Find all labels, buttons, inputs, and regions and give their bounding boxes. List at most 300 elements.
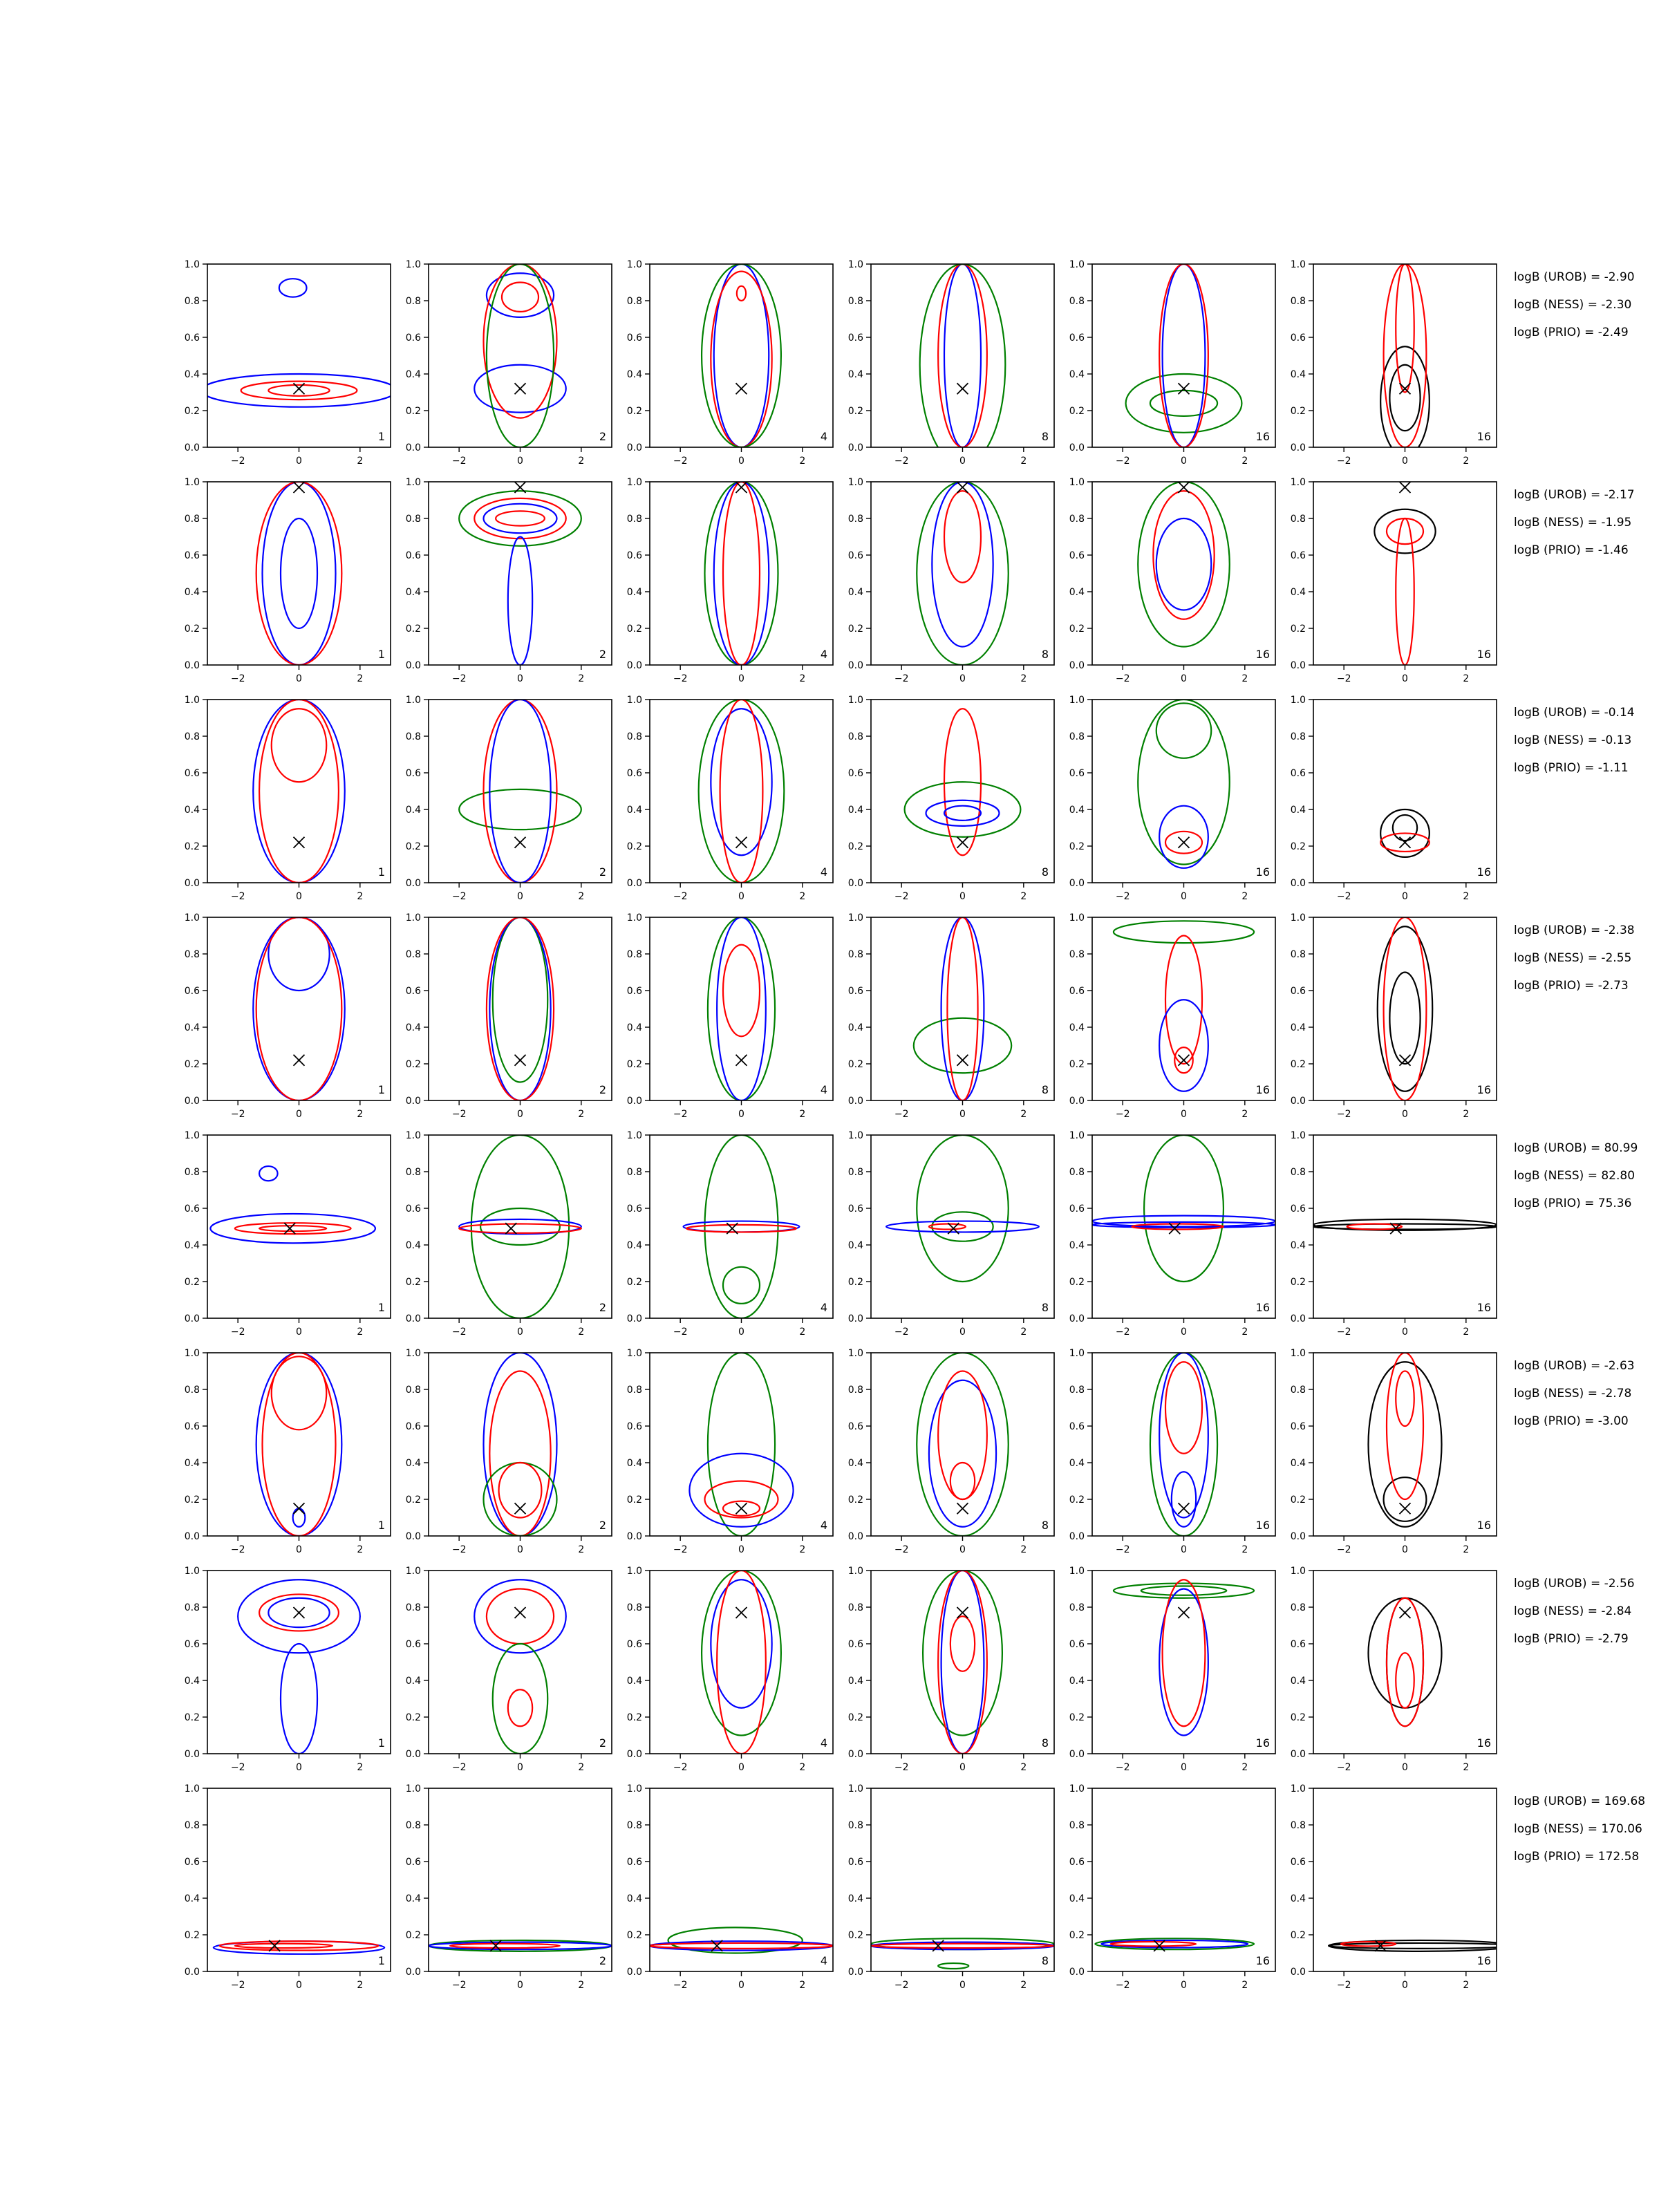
column-label: 16 (1477, 1519, 1491, 1532)
y-tick-label: 0.4 (405, 1022, 421, 1033)
y-tick-label: 0.0 (626, 878, 642, 889)
x-tick-label: 2 (1463, 673, 1470, 684)
y-tick-label: 1.0 (1290, 1130, 1306, 1141)
logb-annotation: logB (PRIO) = -1.11 (1514, 761, 1629, 775)
y-tick-label: 0.6 (847, 550, 863, 561)
column-label: 1 (377, 1736, 385, 1750)
y-tick-label: 0.4 (1069, 587, 1085, 598)
y-tick-label: 0.8 (847, 1167, 863, 1178)
y-tick-label: 0.4 (405, 1893, 421, 1904)
x-tick-label: 2 (1020, 1544, 1027, 1555)
y-tick-label: 0.8 (1290, 1602, 1306, 1613)
logb-annotation: logB (UROB) = -2.63 (1514, 1359, 1635, 1373)
y-tick-label: 0.8 (1069, 1820, 1085, 1831)
column-label: 1 (377, 1083, 385, 1096)
y-tick-label: 1.0 (405, 477, 421, 488)
y-tick-label: 0.6 (184, 986, 200, 997)
y-tick-label: 1.0 (1069, 1566, 1085, 1577)
x-tick-label: 0 (959, 1980, 966, 1991)
y-tick-label: 0.8 (1290, 949, 1306, 960)
x-tick-label: 0 (296, 1327, 302, 1338)
y-tick-label: 0.0 (1290, 1096, 1306, 1107)
y-tick-label: 0.0 (1069, 1313, 1085, 1324)
x-tick-label: −2 (1336, 1980, 1351, 1991)
x-tick-label: 0 (959, 1327, 966, 1338)
y-tick-label: 0.2 (847, 1059, 863, 1070)
y-tick-label: 0.2 (184, 1059, 200, 1070)
column-label: 16 (1255, 865, 1270, 879)
y-tick-label: 1.0 (626, 259, 642, 270)
logb-annotation: logB (NESS) = -2.84 (1514, 1604, 1632, 1618)
y-tick-label: 0.0 (1290, 1749, 1306, 1760)
y-tick-label: 0.8 (1069, 514, 1085, 525)
x-tick-label: 2 (1020, 891, 1027, 902)
y-tick-label: 1.0 (1069, 1348, 1085, 1359)
y-tick-label: 0.4 (405, 805, 421, 816)
y-tick-label: 1.0 (405, 1130, 421, 1141)
y-tick-label: 1.0 (184, 912, 200, 924)
y-tick-label: 0.0 (405, 1531, 421, 1542)
y-tick-label: 0.8 (1290, 1385, 1306, 1396)
column-label: 2 (599, 1736, 606, 1750)
logb-annotation: logB (PRIO) = -2.73 (1514, 979, 1629, 993)
column-label: 4 (820, 430, 827, 443)
y-tick-label: 0.0 (1069, 660, 1085, 671)
y-tick-label: 0.4 (1069, 1893, 1085, 1904)
x-tick-label: 2 (1241, 1544, 1248, 1555)
y-tick-label: 0.4 (1290, 587, 1306, 598)
y-tick-label: 0.4 (1069, 1458, 1085, 1469)
y-tick-label: 0.2 (184, 841, 200, 852)
y-tick-label: 0.4 (184, 369, 200, 380)
x-tick-label: 2 (799, 1544, 806, 1555)
x-tick-label: 2 (1241, 673, 1248, 684)
logb-annotation: logB (NESS) = 170.06 (1514, 1822, 1642, 1836)
column-label: 2 (599, 430, 606, 443)
x-tick-label: 2 (799, 1980, 806, 1991)
logb-annotation: logB (PRIO) = 172.58 (1514, 1850, 1640, 1864)
x-tick-label: 2 (799, 673, 806, 684)
y-tick-label: 0.2 (1290, 406, 1306, 417)
y-tick-label: 0.2 (405, 1930, 421, 1941)
x-tick-label: 0 (959, 673, 966, 684)
logb-annotation: logB (UROB) = -2.90 (1514, 270, 1635, 284)
y-tick-label: 0.4 (1069, 1240, 1085, 1251)
x-tick-label: 2 (1463, 1762, 1470, 1773)
y-tick-label: 1.0 (405, 695, 421, 706)
x-tick-label: 2 (1463, 1109, 1470, 1120)
y-tick-label: 0.8 (847, 1385, 863, 1396)
column-label: 16 (1255, 1083, 1270, 1096)
y-tick-label: 0.2 (405, 841, 421, 852)
column-label: 16 (1477, 648, 1491, 661)
y-tick-label: 0.8 (1290, 1167, 1306, 1178)
x-tick-label: −2 (1115, 456, 1130, 467)
y-tick-label: 0.8 (626, 1602, 642, 1613)
y-tick-label: 0.6 (847, 1203, 863, 1215)
y-tick-label: 0.0 (626, 442, 642, 453)
y-tick-label: 1.0 (626, 695, 642, 706)
x-tick-label: 0 (1402, 456, 1408, 467)
y-tick-label: 0.2 (1069, 1059, 1085, 1070)
x-tick-label: −2 (230, 1980, 245, 1991)
y-tick-label: 0.6 (405, 1639, 421, 1650)
y-tick-label: 0.2 (1069, 1277, 1085, 1288)
y-tick-label: 0.0 (1069, 1531, 1085, 1542)
y-tick-label: 0.0 (405, 1749, 421, 1760)
y-tick-label: 0.2 (405, 1277, 421, 1288)
y-tick-label: 0.0 (184, 878, 200, 889)
x-tick-label: −2 (673, 1762, 688, 1773)
y-tick-label: 1.0 (184, 695, 200, 706)
x-tick-label: 2 (357, 1980, 364, 1991)
y-tick-label: 0.4 (626, 1893, 642, 1904)
y-tick-label: 0.4 (847, 1022, 863, 1033)
x-tick-label: 2 (1241, 1327, 1248, 1338)
y-tick-label: 0.6 (1290, 768, 1306, 779)
x-tick-label: −2 (451, 673, 467, 684)
x-tick-label: 2 (1241, 1109, 1248, 1120)
column-label: 4 (820, 1954, 827, 1967)
x-tick-label: 2 (1463, 1544, 1470, 1555)
logb-annotation: logB (PRIO) = -2.49 (1514, 326, 1629, 339)
x-tick-label: −2 (1115, 673, 1130, 684)
y-tick-label: 0.4 (405, 369, 421, 380)
x-tick-label: −2 (894, 456, 909, 467)
y-tick-label: 1.0 (1290, 259, 1306, 270)
y-tick-label: 1.0 (1290, 1566, 1306, 1577)
x-tick-label: 0 (738, 1762, 744, 1773)
y-tick-label: 0.8 (1290, 1820, 1306, 1831)
x-tick-label: −2 (673, 673, 688, 684)
y-tick-label: 0.6 (626, 1639, 642, 1650)
column-label: 8 (1041, 1301, 1049, 1314)
x-tick-label: 2 (1463, 891, 1470, 902)
y-tick-label: 0.8 (626, 1385, 642, 1396)
y-tick-label: 0.6 (626, 768, 642, 779)
y-tick-label: 0.4 (184, 1240, 200, 1251)
x-tick-label: 0 (1402, 1762, 1408, 1773)
x-tick-label: 2 (578, 891, 585, 902)
y-tick-label: 0.4 (405, 1458, 421, 1469)
column-label: 16 (1477, 1301, 1491, 1314)
y-tick-label: 1.0 (405, 1566, 421, 1577)
y-tick-label: 1.0 (405, 1348, 421, 1359)
y-tick-label: 1.0 (184, 477, 200, 488)
y-tick-label: 1.0 (184, 1783, 200, 1794)
column-label: 8 (1041, 865, 1049, 879)
x-tick-label: 0 (296, 1762, 302, 1773)
y-tick-label: 0.6 (1290, 332, 1306, 344)
x-tick-label: −2 (673, 1544, 688, 1555)
x-tick-label: −2 (1336, 1327, 1351, 1338)
y-tick-label: 0.0 (1290, 878, 1306, 889)
x-tick-label: 0 (1402, 673, 1408, 684)
column-label: 1 (377, 1519, 385, 1532)
y-tick-label: 0.0 (1290, 1967, 1306, 1978)
y-tick-label: 0.0 (626, 660, 642, 671)
y-tick-label: 0.4 (1069, 369, 1085, 380)
y-tick-label: 0.8 (184, 731, 200, 742)
x-tick-label: −2 (1115, 1544, 1130, 1555)
y-tick-label: 0.2 (1290, 1494, 1306, 1506)
y-tick-label: 0.8 (1290, 296, 1306, 307)
y-tick-label: 0.8 (1069, 731, 1085, 742)
y-tick-label: 0.4 (184, 1458, 200, 1469)
y-tick-label: 0.0 (847, 1313, 863, 1324)
x-tick-label: 0 (959, 456, 966, 467)
y-tick-label: 0.8 (405, 1602, 421, 1613)
x-tick-label: 0 (1402, 1327, 1408, 1338)
logb-annotation: logB (UROB) = -0.14 (1514, 706, 1635, 720)
x-tick-label: 0 (738, 456, 744, 467)
y-tick-label: 0.8 (1290, 731, 1306, 742)
x-tick-label: 0 (517, 1109, 523, 1120)
y-tick-label: 0.6 (184, 550, 200, 561)
y-tick-label: 0.0 (1290, 1531, 1306, 1542)
y-tick-label: 0.4 (184, 1893, 200, 1904)
x-tick-label: 2 (578, 1544, 585, 1555)
y-tick-label: 0.2 (626, 1277, 642, 1288)
y-tick-label: 0.4 (184, 1676, 200, 1687)
y-tick-label: 0.6 (1290, 1857, 1306, 1868)
y-tick-label: 0.4 (847, 369, 863, 380)
y-tick-label: 1.0 (184, 1130, 200, 1141)
x-tick-label: −2 (1336, 673, 1351, 684)
y-tick-label: 0.0 (405, 1313, 421, 1324)
y-tick-label: 0.8 (847, 1602, 863, 1613)
x-tick-label: 0 (1181, 673, 1187, 684)
y-tick-label: 0.6 (405, 768, 421, 779)
column-label: 16 (1255, 1301, 1270, 1314)
column-label: 8 (1041, 1736, 1049, 1750)
y-tick-label: 0.4 (405, 587, 421, 598)
y-tick-label: 0.2 (1290, 1712, 1306, 1723)
x-tick-label: −2 (451, 1109, 467, 1120)
x-tick-label: −2 (673, 1327, 688, 1338)
x-tick-label: −2 (894, 1109, 909, 1120)
x-tick-label: 2 (1020, 1109, 1027, 1120)
y-tick-label: 1.0 (405, 259, 421, 270)
x-tick-label: 0 (959, 1544, 966, 1555)
x-tick-label: 0 (1402, 1980, 1408, 1991)
x-tick-label: 2 (357, 1327, 364, 1338)
y-tick-label: 0.2 (1069, 1494, 1085, 1506)
y-tick-label: 0.2 (1069, 1930, 1085, 1941)
y-tick-label: 0.6 (626, 1857, 642, 1868)
y-tick-label: 0.4 (1290, 1893, 1306, 1904)
column-label: 8 (1041, 1954, 1049, 1967)
y-tick-label: 0.0 (1069, 878, 1085, 889)
column-label: 16 (1255, 648, 1270, 661)
y-tick-label: 0.2 (1069, 841, 1085, 852)
x-tick-label: 0 (517, 891, 523, 902)
y-tick-label: 0.8 (626, 731, 642, 742)
y-tick-label: 0.4 (1290, 1676, 1306, 1687)
y-tick-label: 1.0 (1069, 259, 1085, 270)
y-tick-label: 1.0 (847, 477, 863, 488)
y-tick-label: 0.2 (847, 1712, 863, 1723)
y-tick-label: 0.2 (1069, 1712, 1085, 1723)
y-tick-label: 0.2 (626, 841, 642, 852)
column-label: 1 (377, 1954, 385, 1967)
y-tick-label: 0.0 (1290, 1313, 1306, 1324)
y-tick-label: 0.4 (847, 587, 863, 598)
y-tick-label: 0.4 (847, 805, 863, 816)
y-tick-label: 0.2 (1290, 1930, 1306, 1941)
y-tick-label: 0.6 (184, 1421, 200, 1432)
y-tick-label: 0.6 (1069, 768, 1085, 779)
y-tick-label: 0.8 (847, 949, 863, 960)
x-tick-label: 2 (357, 1762, 364, 1773)
column-label: 2 (599, 865, 606, 879)
y-tick-label: 1.0 (184, 1348, 200, 1359)
y-tick-label: 0.2 (1069, 624, 1085, 635)
y-tick-label: 0.2 (847, 841, 863, 852)
x-tick-label: 0 (738, 1980, 744, 1991)
y-tick-label: 0.4 (1290, 805, 1306, 816)
x-tick-label: −2 (451, 1980, 467, 1991)
y-tick-label: 0.6 (184, 768, 200, 779)
column-label: 1 (377, 648, 385, 661)
y-tick-label: 0.4 (626, 369, 642, 380)
y-tick-label: 0.2 (1290, 1277, 1306, 1288)
y-tick-label: 1.0 (847, 259, 863, 270)
y-tick-label: 0.6 (1290, 986, 1306, 997)
y-tick-label: 1.0 (1290, 695, 1306, 706)
y-tick-label: 0.4 (626, 587, 642, 598)
y-tick-label: 0.0 (1069, 442, 1085, 453)
y-tick-label: 0.6 (184, 1857, 200, 1868)
x-tick-label: 0 (1402, 891, 1408, 902)
column-label: 16 (1477, 1083, 1491, 1096)
y-tick-label: 0.0 (184, 1313, 200, 1324)
column-label: 2 (599, 1519, 606, 1532)
y-tick-label: 0.0 (184, 1749, 200, 1760)
y-tick-label: 1.0 (405, 912, 421, 924)
x-tick-label: −2 (1115, 1980, 1130, 1991)
x-tick-label: −2 (1336, 1109, 1351, 1120)
x-tick-label: −2 (673, 1109, 688, 1120)
y-tick-label: 0.4 (626, 1240, 642, 1251)
x-tick-label: 2 (357, 673, 364, 684)
x-tick-label: −2 (230, 1762, 245, 1773)
x-tick-label: 2 (799, 456, 806, 467)
y-tick-label: 0.8 (626, 1167, 642, 1178)
x-tick-label: 2 (1020, 1762, 1027, 1773)
y-tick-label: 0.6 (1069, 332, 1085, 344)
x-tick-label: 2 (578, 456, 585, 467)
x-tick-label: −2 (451, 1327, 467, 1338)
y-tick-label: 1.0 (1290, 1348, 1306, 1359)
column-label: 1 (377, 1301, 385, 1314)
y-tick-label: 0.0 (847, 660, 863, 671)
y-tick-label: 0.0 (847, 1531, 863, 1542)
y-tick-label: 0.6 (1069, 1857, 1085, 1868)
x-tick-label: 2 (578, 673, 585, 684)
logb-annotation: logB (NESS) = -1.95 (1514, 516, 1632, 529)
y-tick-label: 0.2 (405, 624, 421, 635)
x-tick-label: 2 (1020, 1327, 1027, 1338)
y-tick-label: 0.8 (1069, 1602, 1085, 1613)
y-tick-label: 0.2 (184, 406, 200, 417)
column-label: 16 (1255, 1954, 1270, 1967)
y-tick-label: 0.4 (626, 805, 642, 816)
y-tick-label: 0.6 (1290, 1639, 1306, 1650)
y-tick-label: 0.4 (1069, 1676, 1085, 1687)
y-tick-label: 0.8 (626, 296, 642, 307)
y-tick-label: 0.6 (1069, 1421, 1085, 1432)
y-tick-label: 0.0 (184, 1967, 200, 1978)
x-tick-label: −2 (1115, 1762, 1130, 1773)
y-tick-label: 0.2 (847, 1277, 863, 1288)
x-tick-label: 2 (799, 891, 806, 902)
y-tick-label: 0.8 (184, 949, 200, 960)
y-tick-label: 0.2 (405, 406, 421, 417)
x-tick-label: 0 (1181, 1109, 1187, 1120)
x-tick-label: 2 (1241, 891, 1248, 902)
y-tick-label: 0.0 (405, 660, 421, 671)
y-tick-label: 0.6 (847, 332, 863, 344)
x-tick-label: −2 (451, 1544, 467, 1555)
x-tick-label: 0 (296, 456, 302, 467)
y-tick-label: 0.0 (1069, 1967, 1085, 1978)
x-tick-label: 0 (738, 1327, 744, 1338)
y-tick-label: 1.0 (1069, 695, 1085, 706)
y-tick-label: 1.0 (626, 912, 642, 924)
y-tick-label: 0.0 (1069, 1096, 1085, 1107)
x-tick-label: 0 (1402, 1109, 1408, 1120)
y-tick-label: 0.6 (184, 332, 200, 344)
y-tick-label: 0.6 (1069, 1639, 1085, 1650)
y-tick-label: 0.6 (847, 768, 863, 779)
x-tick-label: −2 (230, 673, 245, 684)
logb-annotation: logB (NESS) = -2.78 (1514, 1387, 1632, 1400)
x-tick-label: 0 (738, 1544, 744, 1555)
y-tick-label: 0.4 (1290, 369, 1306, 380)
y-tick-label: 0.4 (405, 1676, 421, 1687)
x-tick-label: 2 (1463, 456, 1470, 467)
y-tick-label: 0.2 (626, 406, 642, 417)
x-tick-label: −2 (894, 1762, 909, 1773)
y-tick-label: 0.0 (1290, 660, 1306, 671)
x-tick-label: 2 (1241, 1980, 1248, 1991)
logb-annotation: logB (PRIO) = -1.46 (1514, 543, 1629, 557)
x-tick-label: 0 (296, 1109, 302, 1120)
y-tick-label: 0.8 (184, 1602, 200, 1613)
y-tick-label: 0.4 (405, 1240, 421, 1251)
y-tick-label: 0.0 (405, 1096, 421, 1107)
column-label: 16 (1477, 1736, 1491, 1750)
x-tick-label: 2 (357, 891, 364, 902)
y-tick-label: 0.8 (626, 1820, 642, 1831)
y-tick-label: 0.8 (405, 949, 421, 960)
y-tick-label: 1.0 (847, 695, 863, 706)
column-label: 8 (1041, 1083, 1049, 1096)
y-tick-label: 1.0 (847, 1130, 863, 1141)
y-tick-label: 1.0 (1069, 477, 1085, 488)
x-tick-label: 0 (517, 1327, 523, 1338)
y-tick-label: 0.0 (626, 1096, 642, 1107)
y-tick-label: 0.6 (626, 550, 642, 561)
y-tick-label: 0.8 (847, 514, 863, 525)
y-tick-label: 0.2 (184, 1494, 200, 1506)
y-tick-label: 0.6 (1290, 550, 1306, 561)
y-tick-label: 0.2 (1290, 841, 1306, 852)
y-tick-label: 0.6 (626, 986, 642, 997)
y-tick-label: 0.6 (1290, 1203, 1306, 1215)
y-tick-label: 0.6 (1290, 1421, 1306, 1432)
